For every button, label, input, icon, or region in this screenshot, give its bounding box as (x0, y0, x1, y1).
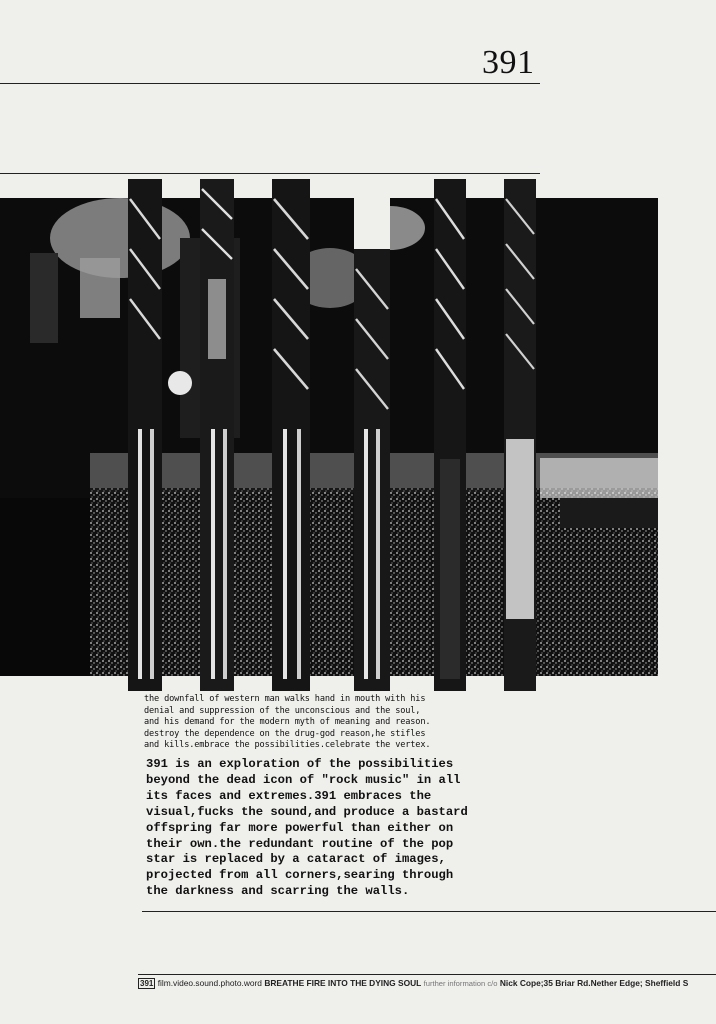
page-number: 391 (482, 44, 535, 81)
manifesto-line: their own.the redundant routine of the pop (146, 836, 454, 851)
section-rule (0, 173, 540, 174)
collage-strip (504, 179, 536, 691)
collage-strip (200, 179, 234, 691)
collage-strip (128, 179, 162, 691)
manifesto-line: beyond the dead icon of "rock music" in all (146, 772, 461, 787)
footer (138, 977, 716, 990)
top-rule (0, 83, 540, 84)
manifesto-line: projected from all corners,searing through (146, 868, 454, 883)
caption-line: destroy the dependence on the drug-god reason,he stifles (144, 728, 426, 739)
footer-logo: 391 (140, 979, 154, 988)
footer-media: film.video.sound.photo.word (157, 978, 262, 988)
manifesto-line: its faces and extremes.391 embraces the (146, 788, 432, 803)
collage-strip (434, 179, 466, 691)
manifesto-line: visual,fucks the sound,and produce a bastard (146, 804, 468, 819)
footer-info-label: further information c/o (423, 979, 498, 988)
footer-slogan: BREATHE FIRE INTO THE DYING SOUL (264, 978, 422, 988)
manifesto-line: the darkness and scarring the walls. (146, 884, 410, 899)
caption-text (144, 694, 524, 752)
caption-line: denial and suppression of the unconscious and the soul, (144, 705, 421, 716)
collage-photo (0, 198, 658, 676)
footer-contact: Nick Cope;35 Briar Rd.Nether Edge; Sheffield S (499, 978, 689, 988)
caption-line: and kills.embrace the possibilities.celebrate the vertex. (144, 740, 431, 750)
footer-rule (138, 974, 716, 975)
manifesto-line: 391 is an exploration of the possibilities (146, 757, 454, 771)
manifesto-text (146, 757, 566, 900)
collage-strip (354, 179, 390, 691)
collage-image (0, 198, 658, 676)
caption-line: the downfall of western man walks hand in mouth with his (144, 694, 426, 704)
bottom-rule (142, 911, 716, 912)
collage-strip (272, 179, 310, 691)
caption-line: and his demand for the modern myth of meaning and reason. (144, 717, 431, 727)
manifesto-line: star is replaced by a cataract of images, (146, 852, 446, 867)
manifesto-line: offspring far more powerful than either on (146, 820, 454, 835)
